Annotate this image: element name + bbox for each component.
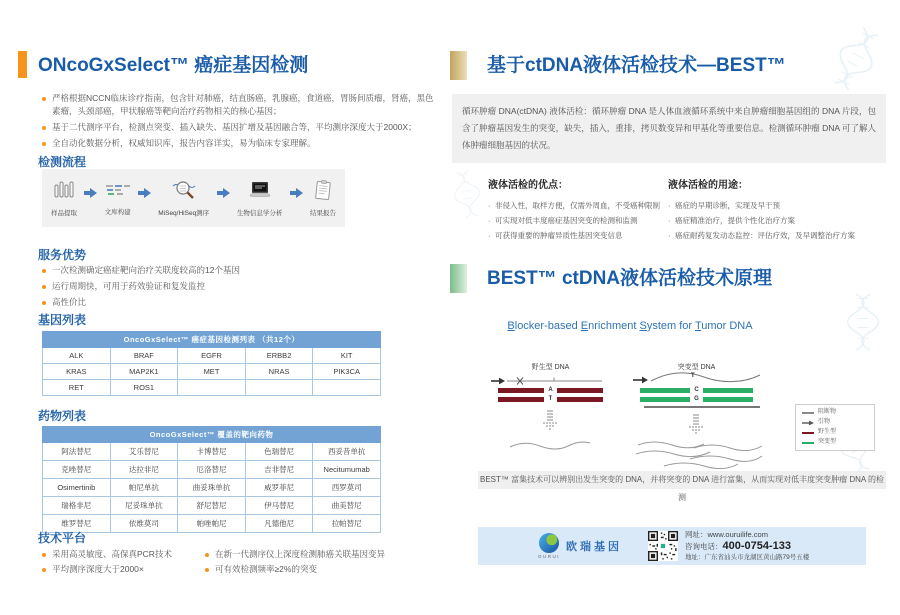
table-cell: 西妥昔单抗	[313, 443, 381, 461]
arrow-right-icon	[290, 187, 303, 199]
workflow-step-label: 生物信息学分析	[236, 209, 283, 217]
table-cell: 艾乐替尼	[110, 443, 178, 461]
bioinformatics-laptop-icon	[247, 180, 273, 205]
sample-tubes-icon	[52, 180, 76, 205]
wild-strand-top	[498, 388, 603, 393]
green-accent-bar	[450, 264, 467, 293]
table-cell: MET	[178, 364, 246, 380]
best-acronym-subtitle	[468, 320, 792, 332]
workflow-step	[158, 180, 209, 217]
arrow-right-icon	[138, 187, 151, 199]
base-letter: C	[694, 387, 699, 393]
subtitle-part: nrichment	[588, 320, 640, 332]
website-value: www.ouruilife.com	[707, 530, 768, 539]
legend-item	[802, 419, 868, 426]
dna-watermark-icon	[447, 165, 487, 222]
legend-label: 野生型	[818, 429, 837, 435]
table-cell: PIK3CA	[313, 364, 381, 380]
table-cell: ALK	[43, 348, 111, 364]
orange-accent-bar	[18, 51, 27, 78]
list-item: 严格根据NCCN临床诊疗指南，包含针对肺癌，结直肠癌，乳腺癌，食道癌，胃肠间质瘤，肾癌，黑色素瘤，头颈部癌，甲状腺癌等靶向治疗药物相关的核心基因；	[40, 92, 434, 118]
report-clipboard-icon	[314, 180, 332, 205]
company-name: 欧瑞基因	[566, 541, 622, 553]
table-cell: MAP2K1	[110, 364, 178, 380]
mutant-bar	[703, 397, 753, 402]
table-cell: ROS1	[110, 380, 178, 396]
logo-subtext: OURUI	[538, 554, 560, 559]
list-item: · 非侵入性，取样方便，仅需外周血，不受癌种限制	[488, 198, 673, 213]
sequencing-magnifier-icon	[172, 180, 196, 205]
wild-bar	[557, 388, 603, 393]
platform-columns	[40, 547, 438, 577]
table-cell	[313, 380, 381, 396]
phone-label: 咨询电话：	[685, 542, 723, 551]
gene-table	[42, 331, 381, 396]
mutant-swatch-icon	[802, 442, 814, 444]
liquid-biopsy-advantages	[488, 176, 673, 243]
legend-label: 引物	[818, 419, 831, 425]
table-cell: 吉非替尼	[245, 461, 313, 479]
list-item: · 癌症的早期诊断，实现及早干预	[668, 198, 890, 213]
best-principle-diagram	[452, 348, 888, 470]
workflow-step-label: 文库构建	[104, 208, 131, 216]
legend-label: 突变型	[818, 439, 837, 445]
list-item: · 癌症精准治疗，提供个性化治疗方案	[668, 213, 890, 228]
dna-watermark-icon	[823, 20, 889, 97]
subheading-advantages: 液体活检的优点：	[488, 180, 568, 191]
legend-item	[802, 409, 868, 416]
table-cell: 阿法替尼	[43, 443, 111, 461]
platform-left-list	[40, 547, 203, 577]
table-cell	[245, 380, 313, 396]
table-cell: 达拉非尼	[110, 461, 178, 479]
advantages-list	[488, 198, 673, 243]
table-cell: NRAS	[245, 364, 313, 380]
table-cell	[178, 380, 246, 396]
section-heading-platform: 技术平台	[38, 531, 87, 545]
arrow-right-icon	[84, 187, 97, 199]
table-cell: ERBB2	[245, 348, 313, 364]
subtitle-part: B	[507, 320, 515, 332]
wild-swatch-icon	[802, 432, 814, 434]
workflow-step	[237, 180, 283, 217]
table-cell: EGFR	[178, 348, 246, 364]
subtitle-part: T	[694, 320, 702, 332]
base-letter: A	[548, 387, 553, 393]
legend-item	[802, 429, 868, 436]
list-item: · 癌症耐药复发动态监控：评估疗效，及早调整治疗方案	[668, 228, 890, 243]
page-title-right: 基于ctDNA液体活检技术—BEST™	[487, 55, 786, 76]
phone-number: 400-0754-133	[722, 540, 792, 552]
subtitle-part: S	[639, 320, 647, 332]
drug-table-header: OncoGxSelect™ 覆盖的靶向药物	[43, 427, 381, 443]
list-item: · 可实现对低丰度癌症基因突变的检测和监测	[488, 213, 673, 228]
section-heading-genes: 基因列表	[38, 313, 87, 327]
mutant-products-waves-icon	[634, 438, 766, 470]
mutant-strand-top	[640, 388, 753, 393]
footer-contact-bar	[478, 527, 866, 565]
blocker-swatch-icon	[802, 412, 814, 414]
table-cell: 瑞格非尼	[43, 497, 111, 515]
logo-globe-icon	[539, 533, 559, 553]
wild-type-label: 野生型 DNA	[531, 364, 570, 371]
list-item: 全自动化数据分析，权威知识库，报告内容详实，易为临床专家理解。	[40, 137, 434, 150]
best-summary-caption: BEST™ 富集技术可以辨别出发生突变的 DNA，并将突变的 DNA 进行富集，从而实现对低丰度突变肿瘤 DNA 的检测	[478, 471, 886, 489]
wild-bar	[498, 388, 544, 393]
mutant-strand-bottom	[640, 397, 753, 402]
advantages-bullet-list	[40, 264, 434, 312]
workflow-step	[51, 180, 77, 217]
table-cell: 帕尼单抗	[110, 479, 178, 497]
gold-accent-bar	[450, 51, 467, 80]
legend-label: 阻断物	[818, 409, 837, 415]
table-cell: 舒尼替尼	[178, 497, 246, 515]
subtitle-part: E	[580, 320, 589, 332]
company-logo	[538, 533, 560, 559]
table-cell: RET	[43, 380, 111, 396]
table-cell: 帕唑帕尼	[178, 515, 246, 533]
base-letter: T	[548, 396, 553, 402]
wild-product-wave-icon	[508, 438, 592, 452]
table-cell: BRAF	[110, 348, 178, 364]
wild-bar	[557, 397, 603, 402]
gene-table-header: OncoGxSelect™ 癌症基因检测列表 （共12个）	[43, 332, 381, 348]
ctdna-intro-paragraph: 循环肿瘤 DNA(ctDNA) 液体活检：循环肿瘤 DNA 是人体血液循环系统中来自肿瘤细胞基因组的 DNA 片段，包含了肿瘤基因发生的突变，缺失，插入，重排，拷贝数变异和甲基化等重要信息。检测循环肿瘤 DNA 可了解人体肿瘤细胞基因的状况。	[452, 94, 886, 163]
workflow-box	[42, 169, 345, 227]
mutant-top-base: T	[691, 373, 695, 379]
address-label: 地址：	[685, 554, 705, 561]
workflow-step-label: 样品提取	[51, 209, 77, 217]
table-cell: 尼妥珠单抗	[110, 497, 178, 515]
section-heading-advantages: 服务优势	[38, 248, 87, 262]
blocker-line	[644, 406, 760, 408]
table-cell: KRAS	[43, 364, 111, 380]
dotted-down-arrow-icon	[688, 413, 704, 437]
table-cell: 曲妥珠单抗	[178, 479, 246, 497]
list-item: · 可获得重要的肿瘤异质性基因突变信息	[488, 228, 673, 243]
table-cell: 伊马替尼	[245, 497, 313, 515]
primer-curve-icon	[632, 368, 764, 386]
list-item: 一次检测确定癌症靶向治疗关联度较高的12个基因	[40, 264, 434, 277]
list-item: 高性价比	[40, 296, 434, 309]
uses-list	[668, 198, 890, 243]
library-fragments-icon	[105, 181, 131, 204]
page-title-left: ONcoGxSelect™ 癌症基因检测	[38, 55, 309, 76]
list-item: 运行周期快，可用于药效验证和复发监控	[40, 280, 434, 293]
liquid-biopsy-uses	[668, 176, 890, 243]
table-cell: Osimertinib	[43, 479, 111, 497]
qr-code	[648, 531, 678, 561]
table-cell: 威罗菲尼	[245, 479, 313, 497]
mutant-bar	[640, 388, 690, 393]
mutant-bar	[640, 397, 690, 402]
table-cell: Necitumumab	[313, 461, 381, 479]
list-item: 采用高灵敏度、高保真PCR技术	[40, 547, 203, 562]
dotted-down-arrow-icon	[542, 409, 558, 433]
subheading-uses: 液体活检的用途：	[668, 180, 748, 191]
mutant-bar	[703, 388, 753, 393]
table-cell: 维罗替尼	[43, 515, 111, 533]
platform-right-list	[203, 547, 438, 577]
address-value: 广东省汕头市龙湖区黄山路79号五楼	[704, 554, 810, 561]
workflow-step	[310, 180, 336, 217]
legend-item	[802, 439, 868, 446]
section-heading-drugs: 药物列表	[38, 409, 87, 423]
table-cell: 克唑替尼	[43, 461, 111, 479]
list-item: 可有效检测频率≥2%的突变	[203, 562, 438, 577]
subtitle-part: umor DNA	[701, 320, 753, 332]
mutant-type-label: 突变型 DNA	[677, 364, 716, 371]
table-cell: 西罗莫司	[313, 479, 381, 497]
section-heading-process: 检测流程	[38, 155, 87, 169]
table-cell: 凡德他尼	[245, 515, 313, 533]
wild-bar	[498, 397, 544, 402]
arrow-right-icon	[217, 187, 230, 199]
table-cell: KIT	[313, 348, 381, 364]
wild-strand-bottom	[498, 397, 603, 402]
table-cell: 拉帕替尼	[313, 515, 381, 533]
table-cell: 色瑞替尼	[245, 443, 313, 461]
workflow-step-label: MiSeq/HiSeq测序	[158, 209, 210, 217]
blocked-primer-icon	[490, 375, 604, 387]
list-item: 平均测序深度大于2000×	[40, 562, 203, 577]
list-item: 在新一代测序仪上深度检测肺癌关联基因变异	[203, 547, 438, 562]
workflow-step-label: 结果报告	[309, 209, 336, 217]
table-cell: 依维莫司	[110, 515, 178, 533]
list-item: 基于二代测序平台，检测点突变、插入缺失、基因扩增及基因融合等，平均测序深度大于2000X；	[40, 121, 434, 134]
base-letter: G	[694, 396, 699, 402]
section-title-best-principle: BEST™ ctDNA液体活检技术原理	[487, 268, 773, 289]
table-cell: 卡博替尼	[178, 443, 246, 461]
diagram-legend	[795, 404, 875, 451]
subtitle-part: locker-based	[514, 320, 581, 332]
dna-watermark-icon	[845, 292, 881, 352]
table-cell: 曲美替尼	[313, 497, 381, 515]
primer-arrow-swatch-icon	[802, 420, 814, 426]
website-label: 网址：	[685, 530, 708, 539]
table-cell: 厄洛替尼	[178, 461, 246, 479]
subtitle-part: ystem for	[646, 320, 695, 332]
drug-table	[42, 426, 381, 533]
contact-info	[685, 530, 809, 562]
intro-bullet-list	[40, 92, 434, 153]
workflow-step	[105, 181, 131, 216]
